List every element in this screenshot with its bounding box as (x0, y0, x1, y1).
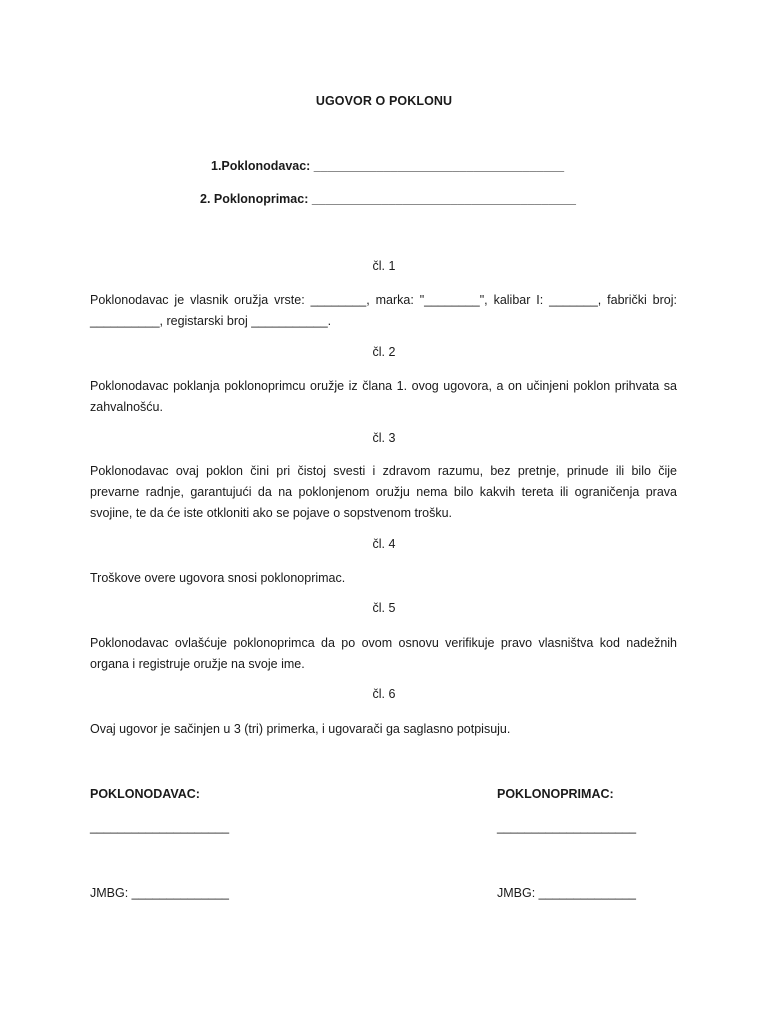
donor-jmbg: JMBG: ______________ (90, 886, 229, 900)
donor-field: 1.Poklonodavac: ____________________________________ (211, 159, 565, 173)
article-2-line-2: zahvalnošću. (90, 400, 163, 414)
article-1-text (90, 290, 677, 332)
article-2-text (90, 376, 677, 418)
article-3-line-1: Poklonodavac ovaj poklon čini pri čistoj svesti i zdravom razumu, bez pretnje, prinude ili bilo čije (90, 464, 677, 478)
article-4-text (90, 568, 677, 589)
article-5-line-1: Poklonodavac ovlašćuje poklonoprimca da po ovom osnovu verifikuje pravo vlasništva kod nadežnih (90, 636, 677, 650)
article-2-line-1: Poklonodavac poklanja poklonoprimcu oružje iz člana 1. ovog ugovora, a on učinjeni poklon prihvata sa (90, 379, 677, 393)
article-4-heading: čl. 4 (372, 537, 396, 551)
article-1-line-1: Poklonodavac je vlasnik oružja vrste: ________, marka: "________", kalibar I: _______, fabrički broj: (90, 293, 677, 307)
donor-signature-line: ____________________ (90, 820, 230, 834)
article-1-heading: čl. 1 (372, 259, 396, 273)
article-1-line-2: __________, registarski broj ___________. (90, 314, 332, 328)
article-5-text (90, 633, 677, 675)
recipient-jmbg: JMBG: ______________ (497, 886, 636, 900)
recipient-signature-line: ____________________ (497, 820, 637, 834)
article-3-heading: čl. 3 (372, 431, 396, 445)
article-5-line-2: organa i registruje oružje na svoje ime. (90, 657, 305, 671)
article-6-line-1: Ovaj ugovor je sačinjen u 3 (tri) primerka, i ugovarači ga saglasno potpisuju. (90, 722, 511, 736)
recipient-field: 2. Poklonoprimac: ______________________________________ (200, 192, 577, 206)
recipient-signature-label: POKLONOPRIMAC: (497, 787, 614, 801)
article-4-line-1: Troškove overe ugovora snosi poklonoprimac. (90, 571, 346, 585)
donor-signature-label: POKLONODAVAC: (90, 787, 200, 801)
document-title: UGOVOR O POKLONU (315, 94, 453, 108)
article-6-text (90, 719, 677, 740)
article-3-text (90, 461, 677, 524)
article-5-heading: čl. 5 (372, 601, 396, 615)
article-3-line-2: prevarne radnje, garantujući da na poklonjenom oružju nema bilo kakvih tereta ili ograničenja prava (90, 485, 677, 499)
article-3-line-3: svojine, te da će iste otkloniti ako se pojave o sopstvenom trošku. (90, 506, 452, 520)
article-2-heading: čl. 2 (372, 345, 396, 359)
article-6-heading: čl. 6 (372, 687, 396, 701)
